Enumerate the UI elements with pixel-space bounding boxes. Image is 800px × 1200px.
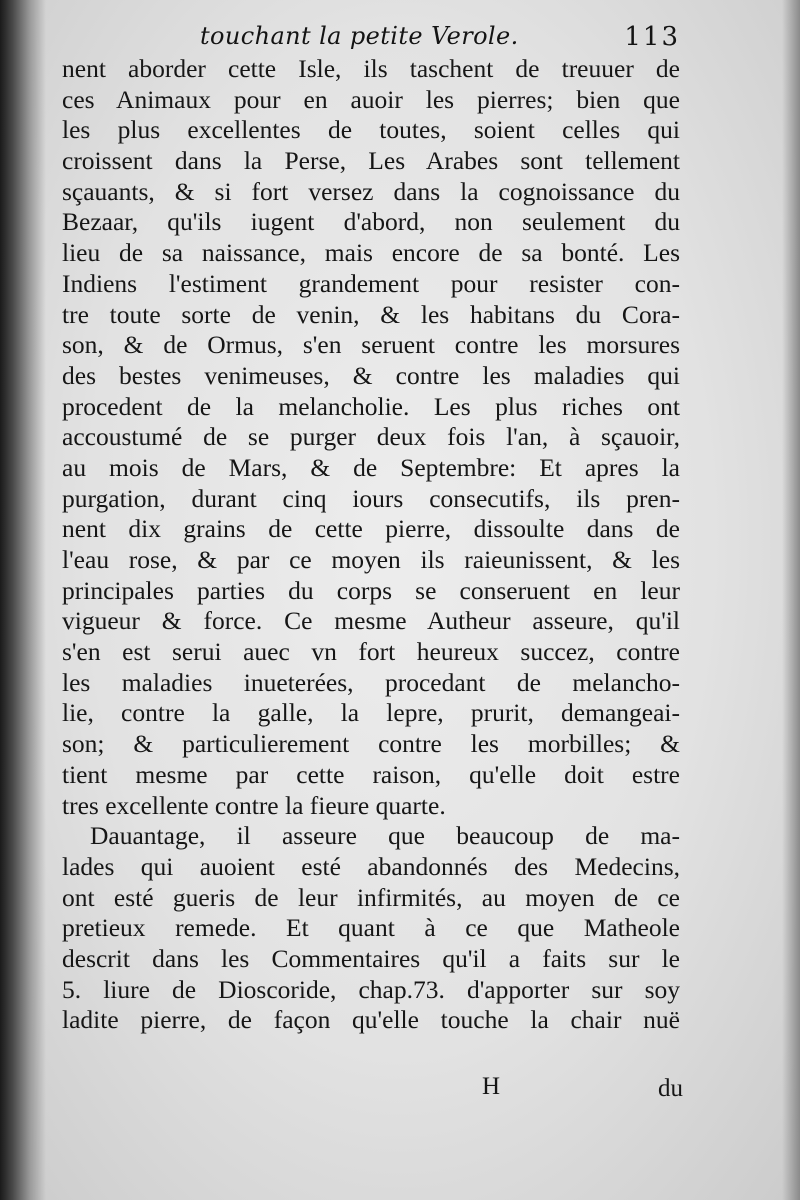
signature-mark: H (482, 1073, 501, 1100)
text-line: au mois de Mars, & de Septembre: Et apres la (62, 452, 680, 482)
text-line: pretieux remede. Et quant à ce que Matheole (62, 913, 680, 943)
text-line: vigueur & force. Ce mesme Autheur asseure, qu'il (62, 606, 680, 636)
text-line: ladite pierre, de façon qu'elle touche la chair nuë (62, 1005, 680, 1035)
text-line: principales parties du corps se conseruent en leur (62, 575, 680, 605)
page-gutter-shadow (0, 0, 46, 1200)
text-line: nent dix grains de cette pierre, dissoulte dans de (62, 514, 680, 544)
text-line: purgation, durant cinq iours consecutifs, ils pren- (62, 483, 680, 513)
page-edge-shadow (782, 0, 800, 1200)
text-line: son; & particulierement contre les morbilles; & (62, 729, 680, 759)
text-line: lades qui auoient esté abandonnés des Medecins, (62, 851, 680, 881)
text-line: des bestes venimeuses, & contre les maladies qui (62, 360, 680, 390)
text-line: procedent de la melancholie. Les plus riches ont (62, 391, 680, 421)
text-line: les maladies inueterées, procedant de melancho- (62, 667, 680, 697)
catchword: du (658, 1075, 683, 1102)
text-line: Dauantage, il asseure que beaucoup de ma- (90, 821, 680, 851)
text-line: Indiens l'estiment grandement pour resister con- (62, 268, 680, 298)
text-line: tres excellente contre la fieure quarte. (62, 790, 446, 820)
body-text (62, 54, 680, 1036)
text-line: l'eau rose, & par ce moyen ils raieunissent, & les (62, 545, 680, 574)
text-line: ces Animaux pour en auoir les pierres; bien que (62, 84, 680, 114)
text-line: croissent dans la Perse, Les Arabes sont tellement (62, 146, 680, 176)
text-line: accoustumé de se purger deux fois l'an, à sçauoir, (62, 422, 680, 452)
text-line: descrit dans les Commentaires qu'il a faits sur le (62, 943, 680, 973)
page-header (200, 22, 680, 56)
text-line: les plus excellentes de toutes, soient celles qui (62, 115, 680, 145)
text-line: Bezaar, qu'ils iugent d'abord, non seulement du (62, 207, 680, 237)
text-line: lieu de sa naissance, mais encore de sa bonté. Les (62, 238, 680, 268)
text-line: 5. liure de Dioscoride, chap.73. d'apporter sur soy (62, 974, 680, 1004)
text-line: sçauants, & si fort versez dans la cognoissance du (62, 176, 680, 206)
text-line: lie, contre la galle, la lepre, prurit, demangeai- (62, 698, 680, 728)
running-title: touchant la petite Verole. (200, 22, 519, 50)
text-line: son, & de Ormus, s'en seruent contre les morsures (62, 330, 680, 360)
page-footer (0, 1073, 800, 1107)
page-number: 113 (624, 22, 680, 52)
text-line: tre toute sorte de venin, & les habitans du Cora- (62, 299, 680, 329)
text-line: tient mesme par cette raison, qu'elle doit estre (62, 759, 680, 789)
text-line: nent aborder cette Isle, ils taschent de treuuer de (62, 54, 680, 83)
text-line: s'en est serui auec vn fort heureux succez, contre (62, 637, 680, 667)
text-line: ont esté gueris de leur infirmités, au moyen de ce (62, 882, 680, 912)
